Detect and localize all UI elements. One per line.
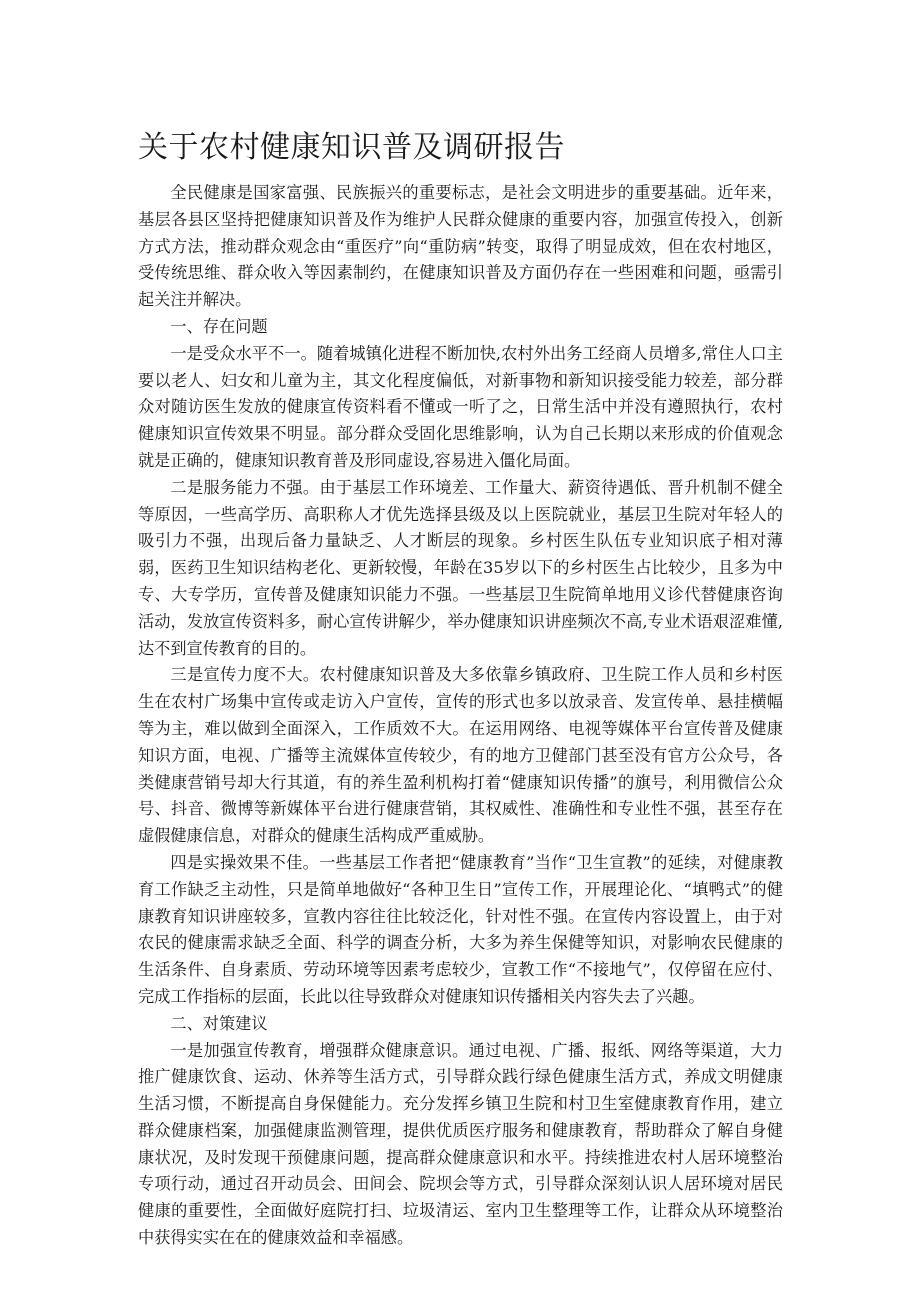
paragraph-intro: 全民健康是国家富强、民族振兴的重要标志，是社会文明进步的重要基础。近年来，基层各县区坚持把健康知识普及作为维护人民群众健康的重要内容，加强宣传投入，创新方式方法，推动群众观念由“重医疗”向“重防病”转变，取得了明显成效，但在农村地区，受传统思维、群众收入等因素制约，在健康知识普及方面仍存在一些困难和问题，亟需引起关注并解决。 <box>138 183 783 310</box>
paragraph-problem-4: 四是实操效果不佳。一些基层工作者把“健康教育”当作“卫生宣教”的延续，对健康教育工作缺乏主动性，只是简单地做好“各种卫生日”宣传工作，开展理论化、“填鸭式”的健康教育知识讲座较多，宣教内容往往比较泛化，针对性不强。在宣传内容设置上，由于对农民的健康需求缺乏全面、科学的调查分析，大多为养生保健等知识，对影响农民健康的生活条件、自身素质、劳动环境等因素考虑较少，宣教工作“不接地气”，仅停留在应付、完成工作指标的层面，长此以往导致群众对健康知识传播相关内容失去了兴趣。 <box>138 852 783 1006</box>
paragraph-problem-1: 一是受众水平不一。随着城镇化进程不断加快,农村外出务工经商人员增多,常住人口主要以老人、妇女和儿童为主，其文化程度偏低，对新事物和新知识接受能力较差，部分群众对随访医生发放的健康宣传资料看不懂或一听了之，日常生活中并没有遵照执行，农村健康知识宣传效果不明显。部分群众受固化思维影响，认为自己长期以来形成的价值观念就是正确的，健康知识教育普及形同虚设,容易进入僵化局面。 <box>138 343 783 470</box>
document-title: 关于农村健康知识普及调研报告 <box>138 130 565 165</box>
section-heading-problems: 一、存在问题 <box>170 316 268 336</box>
paragraph-problem-2: 二是服务能力不强。由于基层工作环境差、工作量大、薪资待遇低、晋升机制不健全等原因，一些高学历、高职称人才优先选择县级及以上医院就业，基层卫生院对年轻人的吸引力不强，出现后备力量缺乏、人才断层的现象。乡村医生队伍专业知识底子相对薄弱，医药卫生知识结构老化、更新较慢，年龄在35岁以下的乡村医生占比较少，且多为中专、大专学历，宣传普及健康知识能力不强。一些基层卫生院简单地用义诊代替健康咨询活动，发放宣传资料多，耐心宣传讲解少，举办健康知识讲座频次不高,专业术语艰涩难懂,达不到宣传教育的目的。 <box>138 477 783 658</box>
paragraph-suggestion-1: 一是加强宣传教育，增强群众健康意识。通过电视、广播、报纸、网络等渠道，大力推广健康饮食、运动、休养等生活方式，引导群众践行绿色健康生活方式，养成文明健康生活习惯，不断提高自身保健能力。充分发挥乡镇卫生院和村卫生室健康教育作用，建立群众健康档案，加强健康监测管理，提供优质医疗服务和健康教育，帮助群众了解自身健康状况，及时发现干预健康问题，提高群众健康意识和水平。持续推进农村人居环境整治专项行动，通过召开动员会、田间会、院坝会等方式，引导群众深刻认识人居环境对居民健康的重要性，全面做好庭院打扫、垃圾清运、室内卫生整理等工作，让群众从环境整治中获得实实在在的健康效益和幸福感。 <box>138 1040 783 1248</box>
section-heading-suggestions: 二、对策建议 <box>170 1013 268 1033</box>
document-body <box>138 180 783 1252</box>
paragraph-problem-3: 三是宣传力度不大。农村健康知识普及大多依靠乡镇政府、卫生院工作人员和乡村医生在农村广场集中宣传或走访入户宣传，宣传的形式也多以放录音、发宣传单、悬挂横幅等为主，难以做到全面深入，工作质效不大。在运用网络、电视等媒体平台宣传普及健康知识方面，电视、广播等主流媒体宣传较少，有的地方卫健部门甚至没有官方公众号，各类健康营销号却大行其道，有的养生盈利机构打着“健康知识传播”的旗号，利用微信公众号、抖音、微博等新媒体平台进行健康营销，其权威性、准确性和专业性不强，甚至存在虚假健康信息，对群众的健康生活构成严重威胁。 <box>138 665 783 846</box>
